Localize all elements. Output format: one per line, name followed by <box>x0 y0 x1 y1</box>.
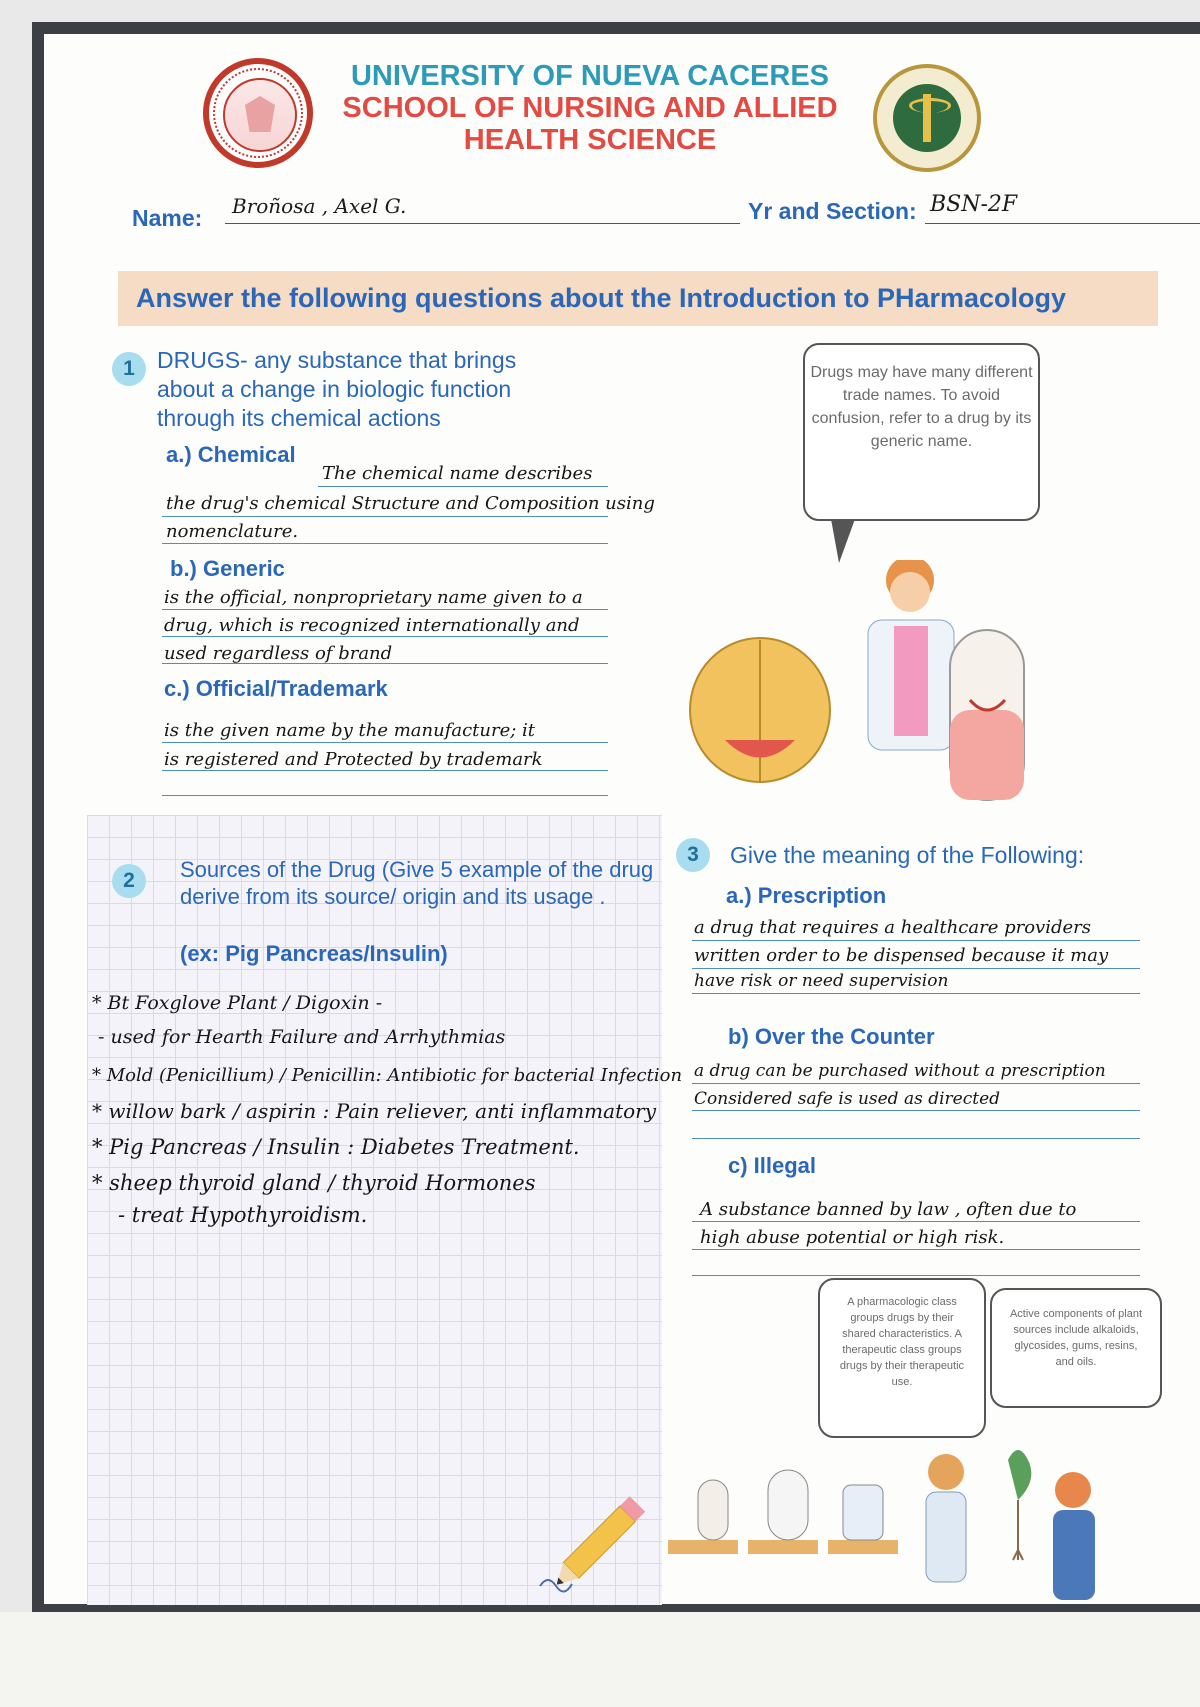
answer-rule <box>692 1275 1140 1276</box>
section-field-line <box>925 223 1200 224</box>
answer-rule <box>692 1138 1140 1139</box>
answer-rule <box>162 543 608 544</box>
generic-answer-line1[interactable]: is the official, nonproprietary name given to a <box>164 587 583 608</box>
answer-rule <box>692 1249 1140 1250</box>
chemical-answer-line1[interactable]: The chemical name describes <box>322 463 593 484</box>
otc-label: b) Over the Counter <box>728 1024 935 1049</box>
section-label: Yr and Section: <box>748 198 917 224</box>
chemical-label: a.) Chemical <box>166 442 296 467</box>
nursing-school-seal-logo <box>873 64 981 172</box>
instructions-banner <box>118 271 1158 326</box>
chemical-answer-line3[interactable]: nomenclature. <box>166 521 299 542</box>
sources-answer-line[interactable]: * Pig Pancreas / Insulin : Diabetes Treatment. <box>92 1135 580 1159</box>
university-seal-logo <box>203 58 313 168</box>
generic-answer-line2[interactable]: drug, which is recognized internationally and <box>164 615 580 636</box>
question-number-1: 1 <box>112 352 146 386</box>
school-title-line1: SCHOOL OF NURSING AND ALLIED <box>342 92 838 124</box>
answer-rule <box>692 1221 1140 1222</box>
answer-rule <box>692 1083 1140 1084</box>
university-title: UNIVERSITY OF NUEVA CACERES <box>350 60 830 92</box>
name-label: Name: <box>132 205 203 231</box>
pharmacologic-class-speech-bubble: A pharmacologic class groups drugs by their shared characteristics. A therapeutic class groups drugs by their therapeutic use. <box>818 1278 986 1438</box>
question-number-2: 2 <box>112 864 146 898</box>
school-title-line2: HEALTH SCIENCE <box>463 124 717 156</box>
meaning-prompt: Give the meaning of the Following: <box>730 842 1085 868</box>
question-number-3: 3 <box>676 838 710 872</box>
name-field[interactable]: Broñosa , Axel G. <box>232 194 407 218</box>
prescription-answer-line2[interactable]: written order to be dispensed because it may <box>694 945 1109 966</box>
answer-rule <box>692 993 1140 994</box>
section-field[interactable]: BSN-2F <box>930 192 1018 217</box>
trademark-answer-line2[interactable]: is registered and Protected by trademark <box>164 749 543 770</box>
scan-bottom-margin <box>0 1612 1200 1707</box>
sources-answer-line[interactable]: * Mold (Penicillium) / Penicillin: Antibiotic for bacterial Infection <box>92 1065 683 1086</box>
answer-rule <box>692 940 1140 941</box>
pharmacist-with-pills-illustration <box>680 560 1050 820</box>
sources-answer-line[interactable]: * willow bark / aspirin : Pain reliever, anti inflammatory <box>92 1099 657 1123</box>
answer-rule <box>318 486 608 487</box>
otc-answer-line2[interactable]: Considered safe is used as directed <box>694 1089 1001 1109</box>
trade-names-speech-bubble: Drugs may have many different trade names. To avoid confusion, refer to a drug by its generic name. <box>803 343 1040 521</box>
prescription-label: a.) Prescription <box>726 883 887 908</box>
answer-rule <box>162 609 608 610</box>
answer-rule <box>162 770 608 771</box>
answer-rule <box>692 1110 1140 1111</box>
sources-answer-line[interactable]: - treat Hypothyroidism. <box>118 1203 368 1227</box>
pencil-icon <box>530 1490 660 1600</box>
sources-prompt: Sources of the Drug (Give 5 example of the drug derive from its source/ origin and its usage . <box>180 857 654 909</box>
illegal-answer-line1[interactable]: A substance banned by law , often due to <box>700 1199 1077 1220</box>
chemical-answer-line2[interactable]: the drug's chemical Structure and Composition using <box>166 493 655 514</box>
illegal-label: c) Illegal <box>728 1153 817 1178</box>
generic-label: b.) Generic <box>170 556 285 581</box>
answer-rule <box>162 663 608 664</box>
trademark-answer-line1[interactable]: is the given name by the manufacture; it <box>164 720 536 741</box>
answer-rule <box>162 636 608 637</box>
sources-answer-line[interactable]: * Bt Foxglove Plant / Digoxin - <box>92 992 383 1014</box>
prescription-answer-line3[interactable]: have risk or need supervision <box>694 971 949 991</box>
prescription-answer-line1[interactable]: a drug that requires a healthcare providers <box>694 917 1091 938</box>
classroom-pills-illustration <box>668 1440 1168 1610</box>
sources-answer-line[interactable]: * sheep thyroid gland / thyroid Hormones <box>92 1171 536 1195</box>
plant-sources-speech-bubble: Active components of plant sources include alkaloids, glycosides, gums, resins, and oils. <box>990 1288 1162 1408</box>
answer-rule <box>162 516 608 517</box>
illegal-answer-line2[interactable]: high abuse potential or high risk. <box>700 1227 1005 1248</box>
instructions-text: Answer the following questions about the Introduction to PHarmacology <box>136 283 1067 313</box>
sources-example: (ex: Pig Pancreas/Insulin) <box>180 941 448 966</box>
sources-answer-line[interactable]: - used for Hearth Failure and Arrhythmias <box>98 1026 506 1048</box>
generic-answer-line3[interactable]: used regardless of brand <box>164 643 393 664</box>
drugs-definition: DRUGS- any substance that brings about a change in biologic function through its chemical actions <box>157 347 517 431</box>
trademark-label: c.) Official/Trademark <box>164 676 388 701</box>
otc-answer-line1[interactable]: a drug can be purchased without a prescription <box>694 1061 1106 1081</box>
name-field-line <box>225 223 740 224</box>
answer-rule <box>162 795 608 796</box>
answer-rule <box>162 742 608 743</box>
